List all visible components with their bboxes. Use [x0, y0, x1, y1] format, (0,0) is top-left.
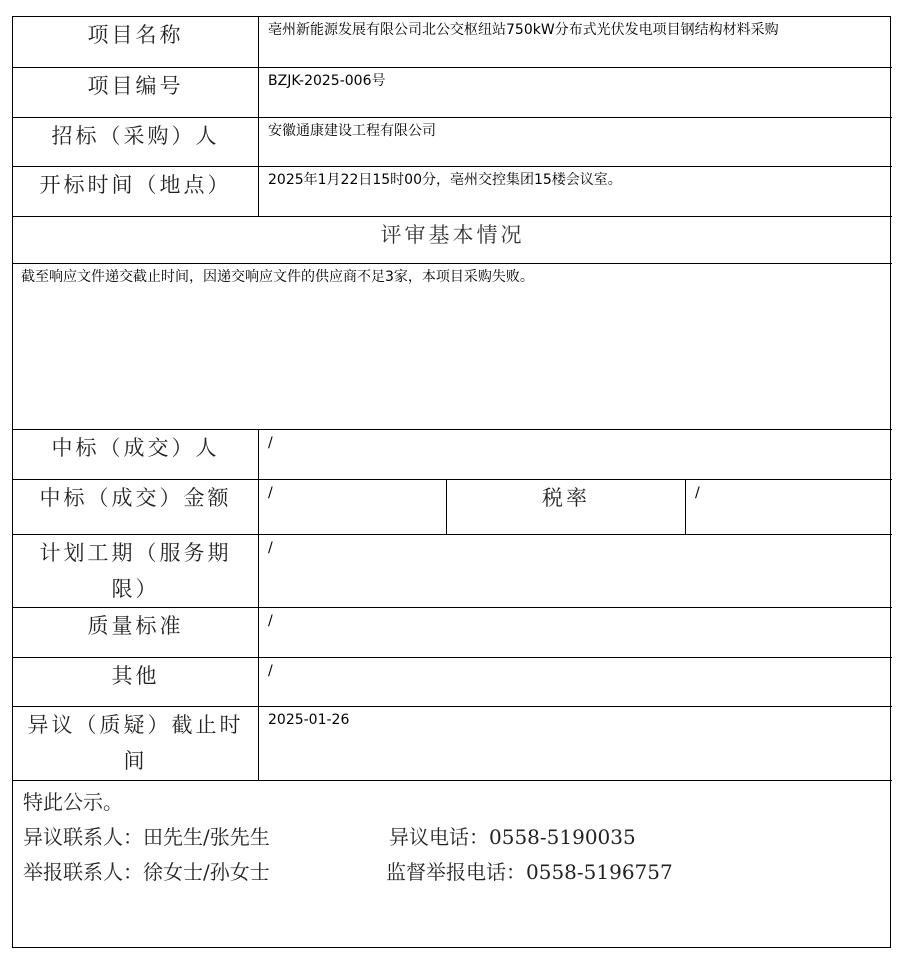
tax-rate-label: 税率	[447, 480, 686, 534]
schedule-label: 计划工期（服务期限）	[13, 535, 259, 607]
row-schedule	[13, 534, 892, 607]
quality-value: /	[268, 613, 273, 629]
tenderer-value: 安徽通康建设工程有限公司	[268, 123, 436, 139]
bid-opening-label: 开标时间（地点）	[13, 167, 259, 216]
winner-value: /	[268, 435, 273, 451]
row-project-number	[13, 67, 892, 117]
project-number-label: 项目编号	[13, 68, 259, 117]
notice-announce: 特此公示。	[23, 790, 123, 814]
quality-label: 质量标准	[13, 608, 259, 657]
row-project-name	[13, 17, 892, 67]
report-contact: 举报联系人：徐女士/孙女士	[23, 860, 270, 884]
row-tenderer	[13, 117, 892, 166]
row-winner	[13, 429, 892, 479]
row-bid-opening	[13, 166, 892, 216]
row-other	[13, 657, 892, 706]
row-review-heading	[13, 216, 892, 263]
bid-opening-value: 2025年1月22日15时00分，亳州交控集团15楼会议室。	[268, 172, 622, 188]
amount-value: /	[259, 480, 447, 534]
other-value: /	[268, 663, 273, 679]
objection-deadline-label: 异议（质疑）截止时间	[13, 707, 259, 780]
tenderer-label: 招标（采购）人	[13, 118, 259, 166]
winner-label: 中标（成交）人	[13, 430, 259, 479]
schedule-value: /	[268, 540, 273, 556]
row-amount	[13, 479, 892, 534]
objection-deadline-value: 2025-01-26	[268, 712, 350, 728]
objection-contact-line	[23, 820, 882, 855]
project-name-value: 亳州新能源发展有限公司北公交枢纽站750kW分布式光伏发电项目钢结构材料采购	[268, 22, 779, 38]
row-objection-deadline	[13, 706, 892, 780]
review-text: 截至响应文件递交截止时间，因递交响应文件的供应商不足3家，本项目采购失败。	[21, 269, 534, 285]
tax-rate-value: /	[695, 485, 700, 501]
other-label: 其他	[13, 658, 259, 706]
row-quality	[13, 607, 892, 657]
row-notice	[13, 780, 892, 947]
project-name-label: 项目名称	[13, 17, 259, 67]
objection-contact: 异议联系人：田先生/张先生	[23, 825, 270, 849]
project-number-value: BZJK-2025-006号	[268, 73, 386, 89]
row-review-text	[13, 263, 892, 429]
report-contact-line	[23, 855, 882, 890]
amount-label: 中标（成交）金额	[13, 480, 259, 534]
report-phone: 监督举报电话：0558-5196757	[386, 860, 673, 884]
objection-phone: 异议电话：0558-5190035	[389, 825, 636, 849]
notice-block	[13, 781, 892, 947]
review-heading: 评审基本情况	[380, 223, 525, 247]
announcement-table	[12, 16, 891, 948]
